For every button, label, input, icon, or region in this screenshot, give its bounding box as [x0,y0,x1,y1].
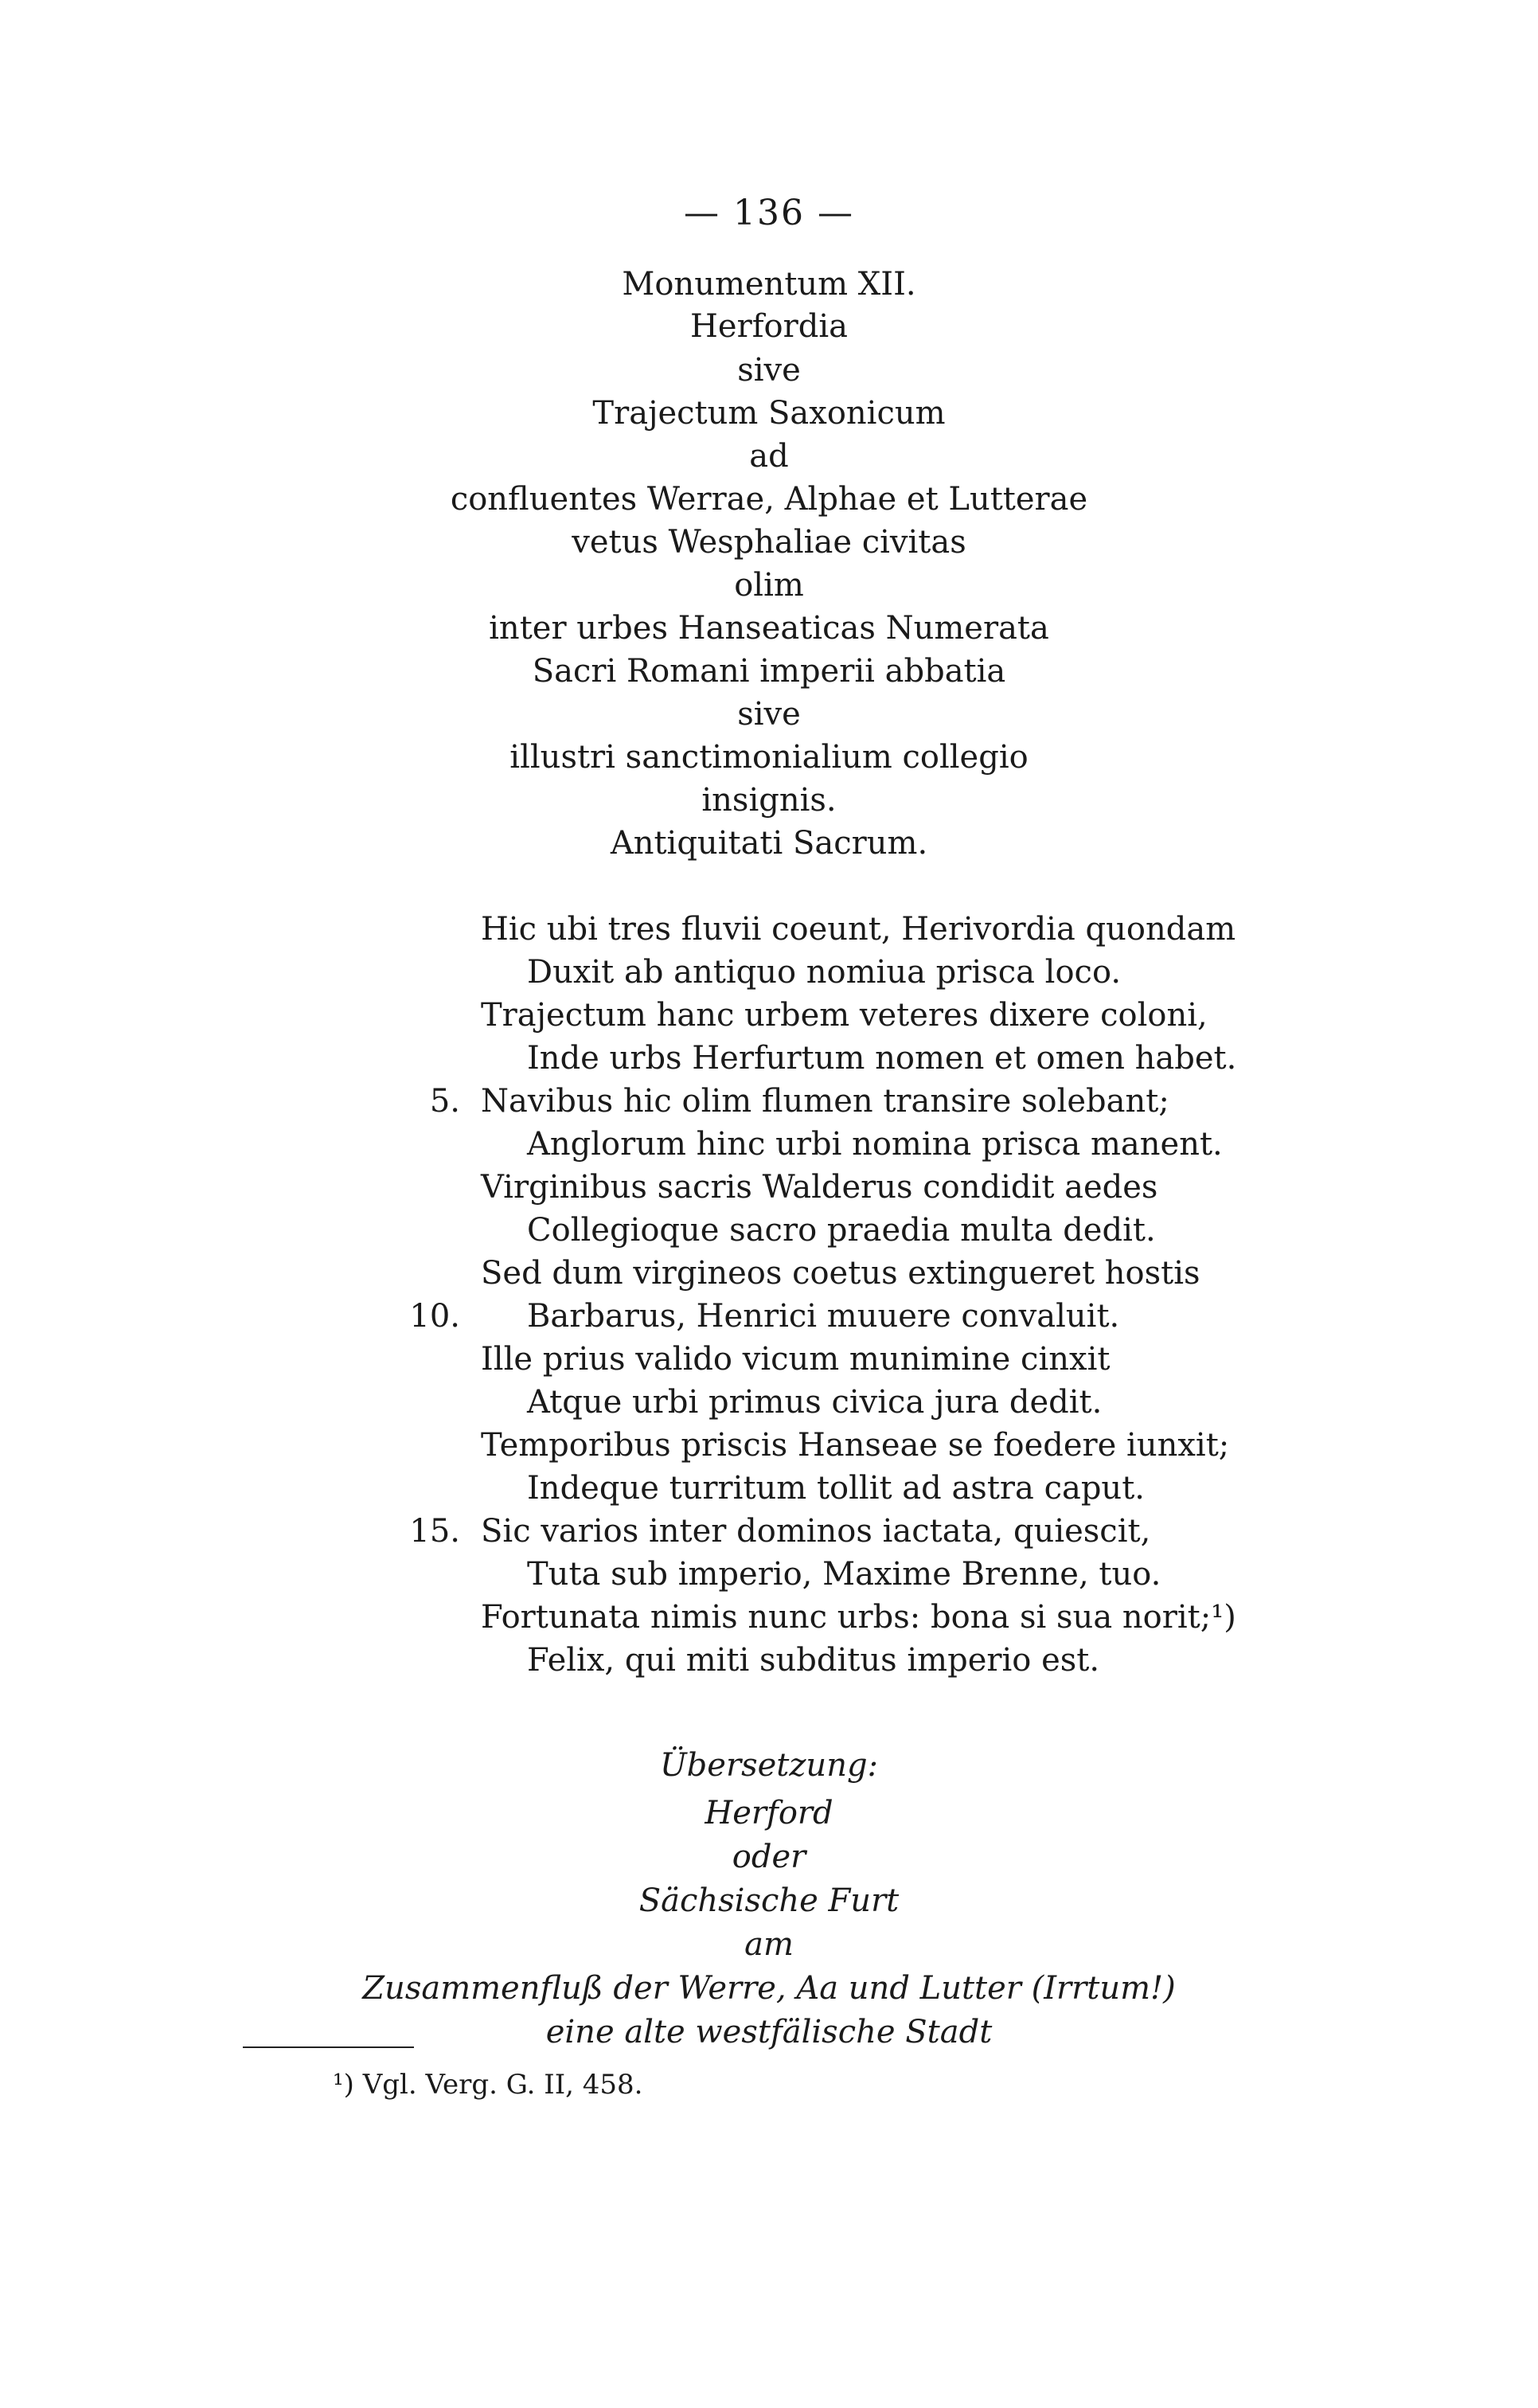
verse-line: Trajectum hanc urbem veteres dixere coloni, [481,997,1208,1034]
verse-line: Felix, qui miti subditus imperio est. [527,1642,1100,1679]
verse-line: Atque urbi primus civica jura dedit. [527,1384,1103,1421]
monument-line: confluentes Werrae, Alphae et Lutterae [450,481,1088,518]
verse-line: Inde urbs Herfurtum nomen et omen habet. [527,1040,1237,1077]
monument-line: Trajectum Saxonicum [592,395,946,432]
monument-line: Herfordia [690,308,848,345]
monument-line: olim [734,567,804,604]
monument-line: illustri sanctimonialium collegio [509,739,1029,776]
verse-number: 15. [409,1513,460,1550]
verse-number: 10. [409,1298,460,1335]
verse-line: Duxit ab antiquo nomiua prisca loco. [527,954,1122,991]
verse-line: Temporibus priscis Hanseae se foedere iunxit; [481,1427,1230,1464]
verse-line: Fortunata nimis nunc urbs: bona si sua norit;¹) [481,1599,1236,1636]
verse-line: Virginibus sacris Walderus condidit aedes [481,1169,1158,1206]
verse-line: Indeque turritum tollit ad astra caput. [527,1470,1145,1507]
footnote-rule [243,2046,414,2048]
verse-number: 5. [429,1083,460,1120]
monument-line: inter urbes Hanseaticas Numerata [489,610,1049,647]
verse-line: Sed dum virgineos coetus extingueret hostis [481,1255,1200,1292]
translation-line: Sächsische Furt [638,1882,900,1919]
translation-line: oder [732,1839,806,1875]
footnote: ¹) Vgl. Verg. G. II, 458. [333,2069,643,2101]
translation-line: Zusammenfluß der Werre, Aa und Lutter (Irrtum!) [362,1970,1176,2007]
monument-line: sive [737,696,801,733]
translation-line: eine alte westfälische Stadt [545,2014,993,2050]
page-number: — 136 — [684,193,854,233]
verse-line: Barbarus, Henrici muuere convaluit. [527,1298,1120,1335]
verse-line: Navibus hic olim flumen transire solebant; [481,1083,1169,1120]
monument-line: vetus Wesphaliae civitas [572,524,966,561]
verse-line: Anglorum hinc urbi nomina prisca manent. [527,1126,1223,1163]
verse-line: Hic ubi tres fluvii coeunt, Herivordia quondam [481,911,1236,948]
translation-heading: Übersetzung: [659,1747,879,1784]
verse-line: Tuta sub imperio, Maxime Brenne, tuo. [527,1556,1161,1593]
verse-line: Collegioque sacro praedia multa dedit. [527,1212,1156,1249]
monument-line: insignis. [701,782,837,819]
monument-line: sive [737,352,801,389]
translation-line: am [744,1926,794,1963]
monument-line: Antiquitati Sacrum. [610,825,928,862]
monument-title: Monumentum XII. [622,266,916,303]
verse-line: Sic varios inter dominos iactata, quiescit, [481,1513,1151,1550]
monument-line: Sacri Romani imperii abbatia [532,653,1006,690]
translation-line: Herford [705,1795,833,1831]
verse-line: Ille prius valido vicum munimine cinxit [481,1341,1111,1378]
monument-line: ad [749,438,789,475]
